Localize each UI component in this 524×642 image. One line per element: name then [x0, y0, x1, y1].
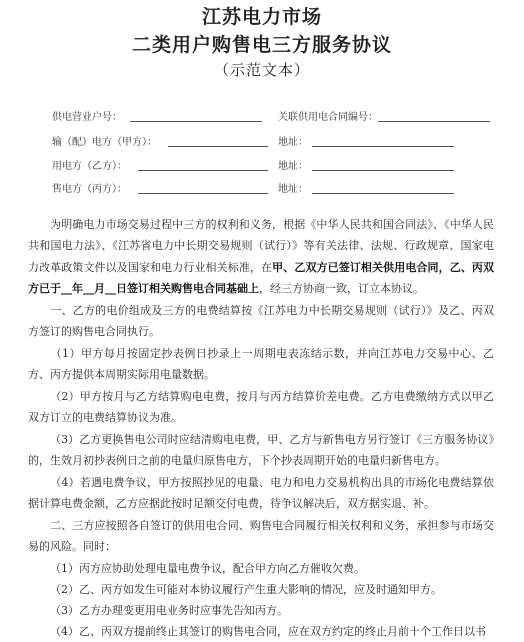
- clause-2: [28, 515, 494, 558]
- party-b-label: 用电方（乙方）：: [52, 161, 127, 172]
- related-contract-label: 关联供用电合同编号：: [278, 112, 378, 123]
- clause-1-text: 一、乙方的电价组成及三方的电费结算按《江苏电力中长期交易规则（试行）》及乙、丙双方签订的购售电合同执行。: [28, 304, 494, 339]
- clause-2-item-1: [28, 558, 494, 579]
- document-sample-note: （示范文本）: [213, 61, 310, 79]
- party-a-address-field[interactable]: [312, 146, 454, 147]
- intro-text-b: ，经三方协商一致，订立本协议。: [259, 282, 424, 296]
- party-c-address-field[interactable]: [312, 193, 454, 194]
- clause-1-item-3-text: （3）乙方更换售电公司时应结清购电电费，甲、乙方与新售电方另行签订《三方服务协议》的，生效月初抄表例日之前的电量归原售电方，下个抄表周期开始的电量归新售电方。: [28, 433, 494, 468]
- clause-2-item-3: [28, 600, 494, 621]
- intro-text-bold: 甲、乙双方已签订相关供用电合同，乙、丙双方已于__年__月__日签订相关购售电合同基础上: [28, 260, 495, 296]
- clause-2-text: 二、三方应按照各自签订的供用电合同、购售电合同履行相关权利和义务，承担参与市场交易的风险。同时：: [28, 519, 494, 554]
- party-c-field[interactable]: [138, 193, 268, 194]
- document-subtitle: 二类用户购售电三方服务协议: [131, 34, 392, 56]
- clause-1-item-1-text: （1）甲方每月按固定抄表例日抄录上一周期电表冻结示数，并向江苏电力交易中心、乙方、丙方提供本周期实际用电量数据。: [28, 347, 494, 382]
- clause-2-item-4: [28, 621, 494, 642]
- clause-2-item-1-text: （1）丙方应协助处理电量电费争议，配合甲方向乙方催收欠费。: [50, 562, 365, 575]
- party-a-field[interactable]: [168, 146, 268, 147]
- clause-2-item-2: [28, 579, 494, 600]
- supply-account-label: 供电营业户号：: [52, 112, 122, 123]
- intro-text-a: 为明确电力市场交易过程中三方的权利和义务，根据《中华人民共和国合同法》、《中华人民共和国电力法》、《江苏省电力中长期交易规则（试行）》等有关法律、法规、行政规章、国家电力改革政策文件以及国家和电力行业相关标准，在: [28, 218, 494, 274]
- party-c-label: 售电方（丙方）：: [52, 184, 127, 195]
- party-b-field[interactable]: [138, 170, 268, 171]
- party-b-address-field[interactable]: [312, 170, 454, 171]
- clause-1-item-2-text: （2）甲方按月与乙方结算购电电费，按月与丙方结算价差电费。乙方电费缴纳方式以甲乙双方订立的电费结算协议为准。: [28, 390, 494, 425]
- supply-account-field[interactable]: [130, 121, 262, 122]
- party-a-address-label: 地址：: [278, 137, 308, 148]
- clause-1-item-2: [28, 386, 494, 429]
- clause-2-item-3-text: （3）乙方办理变更用电业务时应事先告知丙方。: [50, 604, 288, 617]
- document-title: 江苏电力市场: [201, 6, 322, 28]
- intro-paragraph: [28, 214, 494, 300]
- clause-2-item-4-text: （4）乙、丙双方提前终止其签订的购售电合同，应在双方约定的终止月前十个工作日以书: [50, 625, 486, 638]
- party-b-address-label: 地址：: [278, 161, 308, 172]
- clause-1-item-1: [28, 343, 494, 386]
- clause-1-item-4: [28, 472, 494, 515]
- party-c-address-label: 地址：: [278, 184, 308, 195]
- party-a-label: 输（配）电方（甲方）：: [52, 137, 157, 148]
- clause-1-item-3: [28, 429, 494, 472]
- clause-1-item-4-text: （4）若遇电费争议，甲方按照抄见的电量、电力和电力交易机构出具的市场化电费结算依据计算电费金额，乙方应据此按时足额交付电费，待争议解决后，双方据实退、补。: [28, 476, 494, 511]
- clause-2-item-2-text: （2）乙、丙方如发生可能对本协议履行产生重大影响的情况，应及时通知甲方。: [50, 583, 442, 596]
- clause-1: [28, 300, 494, 343]
- related-contract-field[interactable]: [378, 121, 490, 122]
